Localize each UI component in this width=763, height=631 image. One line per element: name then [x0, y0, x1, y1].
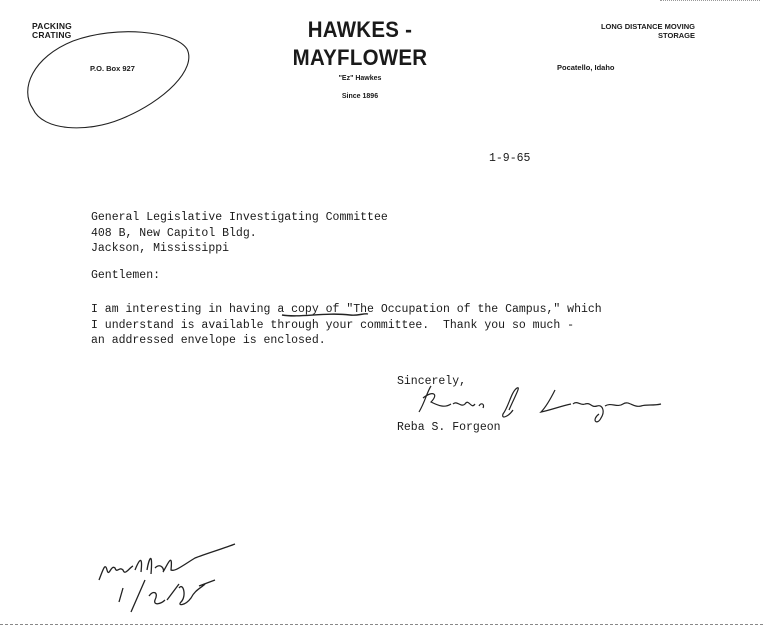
- recipient-address: [91, 210, 388, 257]
- top-dotted-rule: [660, 0, 760, 2]
- handwritten-mailed-note: [95, 540, 255, 620]
- address-line: 408 B, New Capitol Bldg.: [91, 226, 257, 240]
- body-line: an addressed envelope is enclosed.: [91, 334, 326, 347]
- letterhead-services-right: [555, 22, 695, 40]
- letterhead-center: [230, 16, 490, 101]
- address-line: General Legislative Investigating Committee: [91, 211, 388, 224]
- letter-date: 1-9-65: [489, 152, 531, 165]
- company-city: Pocatello, Idaho: [557, 63, 615, 72]
- letterhead-services-left: [32, 22, 72, 40]
- company-since: Since 1896: [341, 93, 379, 100]
- salutation: Gentlemen:: [91, 269, 161, 282]
- body-line: I understand is available through your committee. Thank you so much -: [91, 318, 575, 332]
- handwritten-underline: [280, 309, 370, 321]
- service-storage: STORAGE: [658, 31, 695, 40]
- closing: Sincerely,: [397, 375, 467, 388]
- company-name: HAWKES - MAYFLOWER: [292, 17, 428, 70]
- service-packing: PACKING: [32, 21, 72, 31]
- body-line: I am interesting in having a copy of "The Occupation of the Campus," which: [91, 303, 602, 316]
- service-crating: CRATING: [32, 30, 72, 40]
- bottom-rule: [0, 624, 763, 626]
- po-box: P.O. Box 927: [90, 64, 135, 73]
- letterhead-oval: [25, 27, 195, 137]
- signature-name: Reba S. Forgeon: [397, 421, 501, 434]
- service-long-distance: LONG DISTANCE MOVING: [600, 22, 695, 31]
- address-line: Jackson, Mississippi: [91, 242, 230, 255]
- company-tagline: "Ez" Hawkes: [338, 75, 382, 82]
